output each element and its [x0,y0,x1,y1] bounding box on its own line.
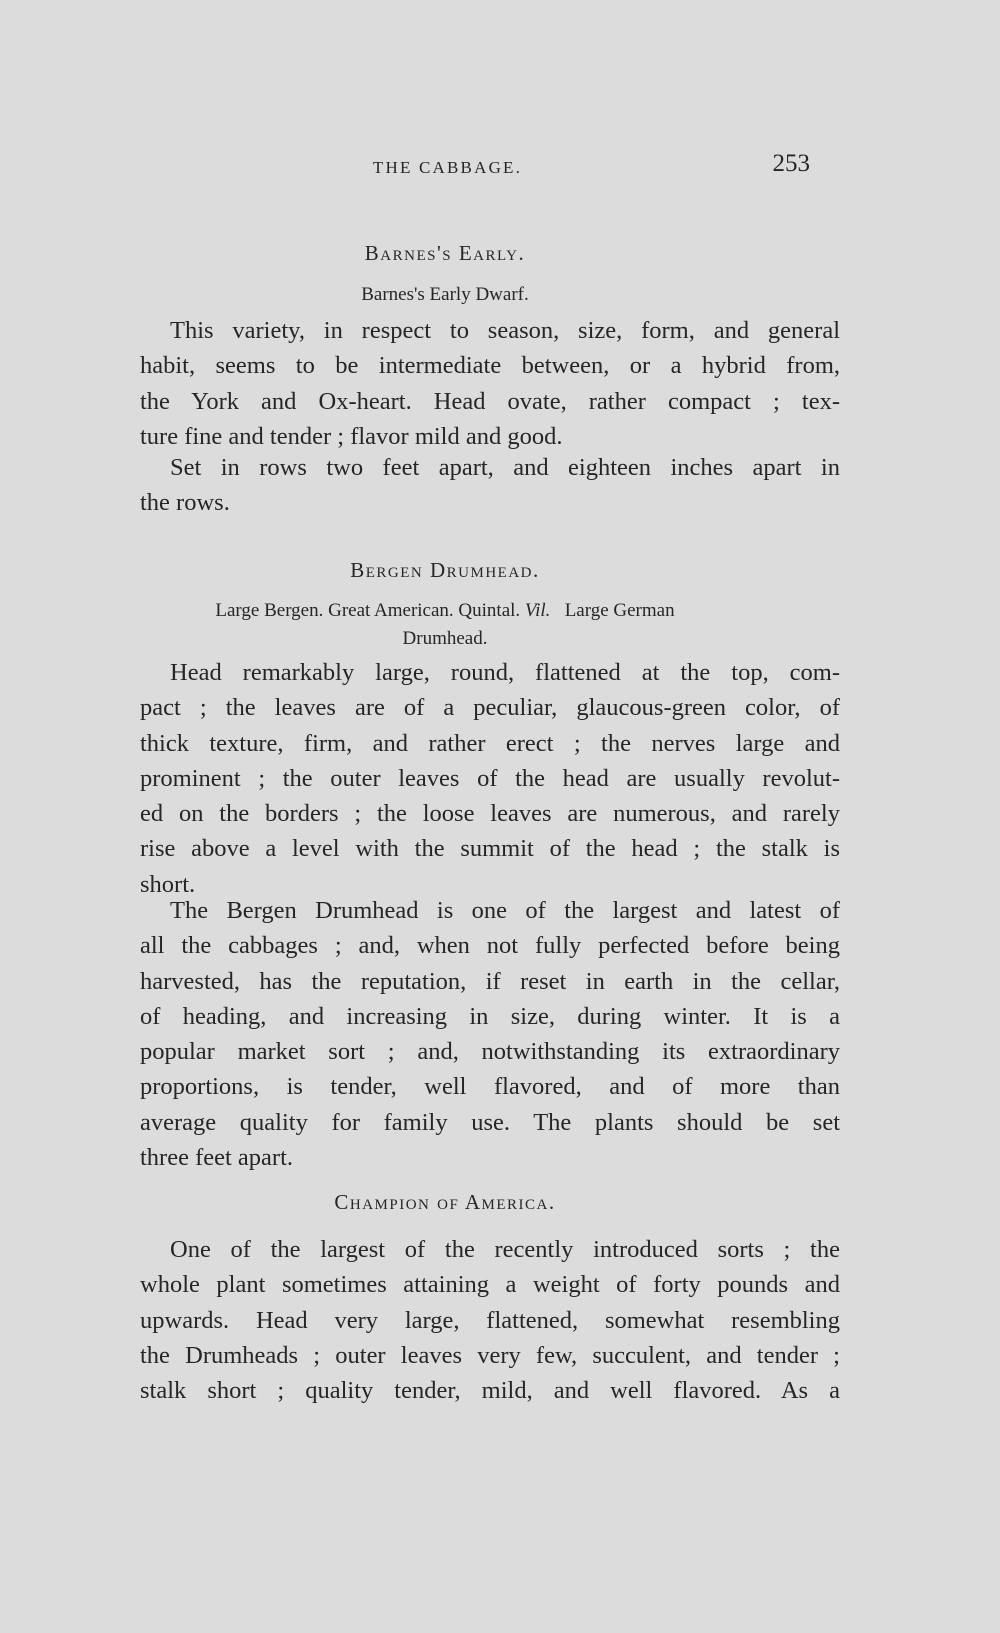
section-synonyms-barnes-early: Barnes's Early Dwarf. [361,284,529,305]
text-line: Head remarkably large, round, flattened at the top, com- [170,659,840,686]
section-heading-barnes-early: Barnes's Early. [364,241,526,265]
text-line: the Drumheads ; outer leaves very few, succulent, and tender ; [140,1341,840,1369]
text-line: stalk short ; quality tender, mild, and well flavored. As a [140,1377,840,1405]
synonyms-line-1: Large Bergen. Great American. Quintal. Vil. Large German [215,600,675,621]
page-number: 253 [772,150,810,177]
text-line: three feet apart. [140,1144,294,1172]
paragraph-bergen-description [80,655,840,902]
running-head [80,150,810,184]
section-heading-bergen-drumhead: Bergen Drumhead. [350,558,540,582]
paragraph-barnes-planting [80,450,840,521]
text-line: rise above a level with the summit of the head ; the stalk is [140,835,840,863]
text-line: whole plant sometimes attaining a weight of forty pounds and [140,1271,840,1299]
text-line: harvested, has the reputation, if reset in earth in the cellar, [140,967,840,995]
text-line: the York and Ox-heart. Head ovate, rather compact ; tex- [140,387,840,415]
text-line: thick texture, firm, and rather erect ; the nerves large and [140,729,840,757]
text-line: ed on the borders ; the loose leaves are numerous, and rarely [140,800,840,828]
text-line: popular market sort ; and, notwithstanding its extraordinary [140,1038,840,1066]
text-line: upwards. Head very large, flattened, somewhat resembling [140,1306,840,1334]
running-title: THE CABBAGE. [372,158,523,177]
paragraph-champion-body [80,1232,840,1408]
text-line: of heading, and increasing in size, during winter. It is a [140,1002,840,1030]
text-line: pact ; the leaves are of a peculiar, glaucous-green color, of [140,694,840,722]
text-line: the rows. [140,489,230,517]
text-line: This variety, in respect to season, size, form, and general [170,317,840,344]
paragraph-barnes-description [80,313,840,454]
text-line: The Bergen Drumhead is one of the largest and latest of [170,897,840,924]
section-synonyms-bergen-drumhead [80,597,810,653]
paragraph-bergen-remarks [80,893,840,1175]
text-line: all the cabbages ; and, when not fully perfected before being [140,932,840,960]
text-line: proportions, is tender, well flavored, and of more than [140,1073,840,1101]
text-line: ture fine and tender ; flavor mild and good. [140,422,563,450]
text-line: One of the largest of the recently introduced sorts ; the [170,1236,840,1263]
text-line: short. [140,870,196,898]
section-heading-champion-of-america: Champion of America. [334,1190,556,1214]
synonyms-line-2: Drumhead. [402,628,488,649]
text-line: average quality for family use. The plants should be set [140,1108,840,1136]
text-line: habit, seems to be intermediate between, or a hybrid from, [140,352,840,380]
text-line: Set in rows two feet apart, and eighteen inches apart in [170,454,840,481]
text-line: prominent ; the outer leaves of the head are usually revolut- [140,764,840,792]
